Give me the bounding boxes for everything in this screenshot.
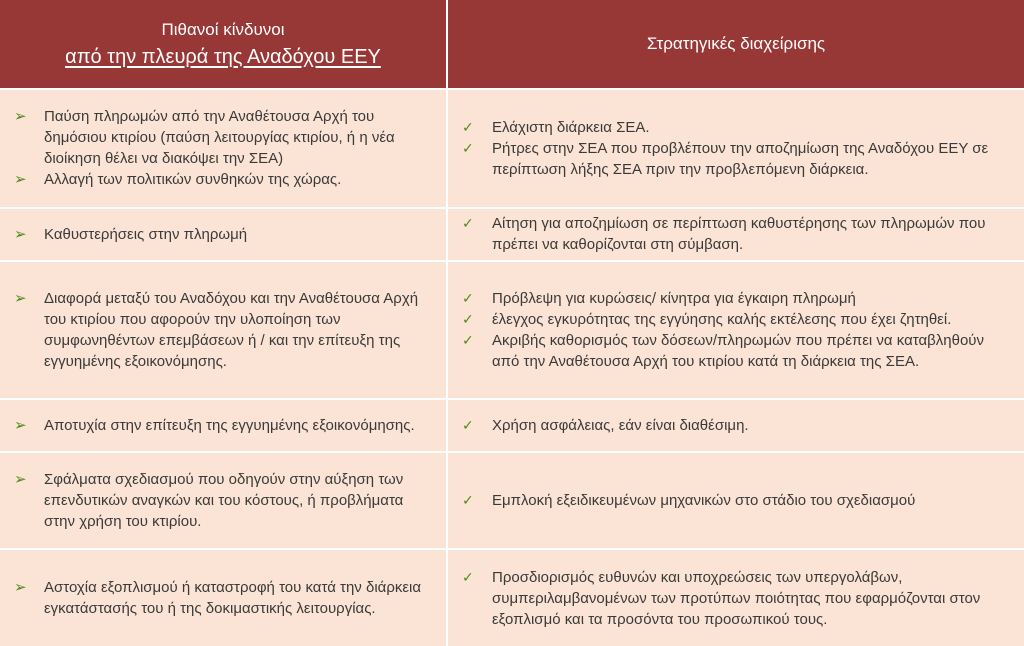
checkmark-icon: ✓: [462, 568, 474, 585]
checkmark-icon: ✓: [462, 310, 474, 327]
strategy-item: ✓ Χρήση ασφάλειας, εάν είναι διαθέσιμη.: [462, 416, 749, 434]
arrow-bullet-icon: ➢: [14, 416, 27, 434]
table-row: [0, 208, 1024, 261]
header-risks-subtitle: από την πλευρά της Αναδόχου ΕΕΥ: [65, 45, 381, 68]
risk-item: ➢ Καθυστερήσεις στην πληρωμή: [14, 225, 248, 243]
table-row: [0, 452, 1024, 550]
arrow-bullet-icon: ➢: [14, 108, 27, 126]
risk-cell: [0, 208, 447, 261]
checkmark-icon: ✓: [462, 215, 474, 232]
checkmark-icon: ✓: [462, 492, 474, 509]
strategy-item: ✓ Αίτηση για αποζημίωση σε περίπτωση καθυστέρησης των πληρωμών που πρέπει να καθορίζονται στη σύμβαση.: [462, 215, 986, 254]
strategy-item: ✓ Προσδιορισμός ευθυνών και υποχρεώσεις των υπεργολάβων, συμπεριλαμβανομένων των προτύπων ποιότητας που εφαρμόζονται στον εξοπλισμό και τα προσόντα του προσωπικού τους.: [462, 568, 981, 628]
header-strategies-title: Στρατηγικές διαχείρισης: [646, 34, 826, 53]
table-row: [0, 261, 1024, 399]
strategy-item: ✓ Ελάχιστη διάρκεια ΣΕΑ.: [462, 118, 650, 136]
risk-item: ➢ Αστοχία εξοπλισμού ή καταστροφή του κατά την διάρκεια εγκατάστασής του ή της δοκιμαστικής λειτουργίας.: [14, 579, 422, 618]
strategy-item: ✓ Ρήτρες στην ΣΕΑ που προβλέπουν την αποζημίωση της Αναδόχου ΕΕΥ σε περίπτωση λήξης ΣΕΑ πριν την προβλεπόμενη διάρκεια.: [462, 139, 989, 178]
risk-item: ➢ Αποτυχία στην επίτευξη της εγγυημένης εξοικονόμησης.: [14, 416, 415, 434]
arrow-bullet-icon: ➢: [14, 471, 27, 489]
strategy-cell: [447, 261, 1024, 399]
risk-item: ➢ Σφάλματα σχεδιασμού που οδηγούν στην αύξηση των επενδυτικών αναγκών και του κόστους, ή προβλήματα στην χρήση του κτιρίου.: [14, 471, 404, 531]
strategy-item: ✓ Ακριβής καθορισμός των δόσεων/πληρωμών που πρέπει να καταβληθούν από την Αναθέτουσα Αρχή του κτιρίου κατά τη διάρκεια της ΣΕΑ.: [462, 331, 985, 370]
risk-item: ➢ Παύση πληρωμών από την Αναθέτουσα Αρχή του δημόσιου κτιρίου (παύση λειτουργίας κτιρίου, ή η νέα διοίκηση θέλει να διακόψει την ΣΕΑ): [14, 108, 395, 168]
table-row: [0, 89, 1024, 208]
arrow-bullet-icon: ➢: [14, 289, 27, 307]
arrow-bullet-icon: ➢: [14, 579, 27, 597]
risk-cell: [0, 452, 447, 550]
strategy-cell: [447, 549, 1024, 646]
strategy-cell: [447, 399, 1024, 452]
risk-item: ➢ Διαφορά μεταξύ του Αναδόχου και την Αναθέτουσα Αρχή του κτιρίου που αφορούν την υλοποίηση των συμφωνηθέντων επεμβάσεων ή / και την επίτευξη της εγγυημένης εξοικονόμησης.: [14, 289, 419, 370]
arrow-bullet-icon: ➢: [14, 171, 27, 189]
table-row: [0, 549, 1024, 646]
strategy-item: ✓ έλεγχος εγκυρότητας της εγγύησης καλής εκτέλεσης που έχει ζητηθεί.: [462, 310, 952, 328]
checkmark-icon: ✓: [462, 118, 474, 135]
header-risks: [0, 0, 447, 89]
risk-cell: [0, 89, 447, 208]
checkmark-icon: ✓: [462, 331, 474, 348]
strategy-item: ✓ Εμπλοκή εξειδικευμένων μηχανικών στο στάδιο του σχεδιασμού: [462, 492, 916, 510]
strategy-cell: [447, 89, 1024, 208]
checkmark-icon: ✓: [462, 416, 474, 433]
strategy-cell: [447, 208, 1024, 261]
risk-cell: [0, 261, 447, 399]
checkmark-icon: ✓: [462, 139, 474, 156]
header-risks-title: Πιθανοί κίνδυνοι: [161, 19, 285, 39]
table-row: [0, 399, 1024, 452]
header-strategies: [447, 0, 1024, 89]
strategy-item: ✓ Πρόβλεψη για κυρώσεις/ κίνητρα για έγκαιρη πληρωμή: [462, 289, 856, 307]
risk-cell: [0, 549, 447, 646]
strategy-cell: [447, 452, 1024, 550]
risk-item: ➢ Αλλαγή των πολιτικών συνθηκών της χώρας.: [14, 171, 342, 189]
risk-cell: [0, 399, 447, 452]
checkmark-icon: ✓: [462, 289, 474, 306]
arrow-bullet-icon: ➢: [14, 225, 27, 243]
